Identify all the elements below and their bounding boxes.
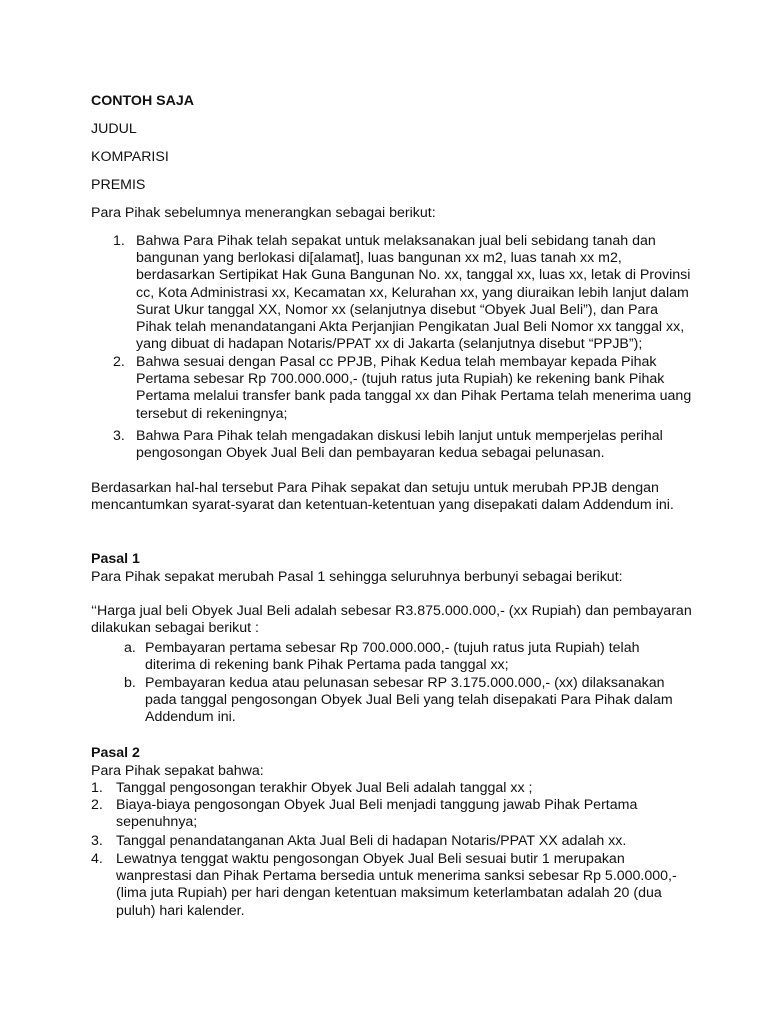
list-item-line: Bahwa Para Pihak telah sepakat untuk melaksanakan jual beli sebidang tanah dan <box>136 233 656 249</box>
list-item-line: sepenuhnya; <box>116 814 198 831</box>
list-item <box>116 833 626 850</box>
list-item <box>136 428 663 462</box>
list-item-line: Pertama sebesar Rp 700.000.000,- (tujuh ratus juta Rupiah) ke rekening bank Pihak <box>136 371 665 388</box>
pasal-2-heading: Pasal 2 <box>91 745 140 761</box>
list-item-line: berdasarkan Sertipikat Hak Guna Bangunan No. xx, tanggal xx, luas xx, letak di Provinsi <box>136 267 691 284</box>
premises-intro: Para Pihak sebelumnya menerangkan sebagai berikut: <box>91 205 436 221</box>
paragraph-line: mencantumkan syarat-syarat dan ketentuan-ketentuan yang disepakati dalam Addendum ini. <box>91 497 674 514</box>
list-item-line: Lewatnya tenggat waktu pengosongan Obyek Jual Beli sesuai butir 1 merupakan <box>116 851 625 867</box>
list-item-number: 2. <box>91 797 103 813</box>
list-item-line: pada tanggal pengosongan Obyek Jual Beli yang telah disepakati Para Pihak dalam <box>145 692 673 709</box>
pasal-1-quote <box>91 603 692 637</box>
paragraph-line: ‘‘Harga jual beli Obyek Jual Beli adalah sebesar R3.875.000.000,- (xx Rupiah) dan pembayaran <box>91 603 692 619</box>
list-item <box>116 797 637 831</box>
list-item-line: wanprestasi dan Pihak Pertama bersedia untuk menerima sanksi sebesar Rp 5.000.000,- <box>116 868 677 885</box>
paragraph-line: dilakukan sebagai berikut : <box>91 620 259 637</box>
list-item-number: 1. <box>91 780 103 796</box>
list-item-line: Bahwa sesuai dengan Pasal cc PPJB, Pihak Kedua telah membayar kepada Pihak <box>136 354 657 370</box>
list-item <box>116 851 677 920</box>
section-judul: JUDUL <box>91 121 137 137</box>
list-item-line: Tanggal penandatanganan Akta Jual Beli di hadapan Notaris/PPAT XX adalah xx. <box>116 833 627 849</box>
list-item-line: bangunan yang berlokasi di[alamat], luas bangunan xx m2, luas tanah xx m2, <box>136 250 622 267</box>
section-komparisi: KOMPARISI <box>91 149 169 165</box>
list-item-number: 4. <box>91 851 103 867</box>
list-item-line: Pihak telah menandatangani Akta Perjanjian Pengikatan Jual Beli Nomor xx tanggal xx, <box>136 319 685 336</box>
list-item-line: Pertama melalui transfer bank pada tanggal xx dan Pihak Pertama telah menerima uang <box>136 388 692 405</box>
section-premis: PREMIS <box>91 177 146 193</box>
agreement-paragraph <box>91 480 674 514</box>
list-item-number: b. <box>124 675 136 691</box>
list-item-line: Pembayaran kedua atau pelunasan sebesar RP 3.175.000.000,- (xx) dilaksanakan <box>145 675 665 691</box>
list-item-line: Pembayaran pertama sebesar Rp 700.000.000,- (tujuh ratus juta Rupiah) telah <box>145 640 640 656</box>
list-item-line: puluh) hari kalender. <box>116 902 245 919</box>
list-item-number: 2. <box>113 354 125 370</box>
list-item-number: a. <box>124 640 136 656</box>
list-item-line: (lima juta Rupiah) per hari dengan ketentuan maksimum keterlambatan adalah 20 (dua <box>116 885 662 902</box>
document-title: CONTOH SAJA <box>91 93 195 109</box>
list-item-line: cc, Kota Administrasi xx, Kecamatan xx, Kelurahan xx, yang diuraikan lebih lanjut dalam <box>136 284 689 301</box>
list-item-line: Biaya-biaya pengosongan Obyek Jual Beli menjadi tanggung jawab Pihak Pertama <box>116 797 638 813</box>
list-item-line: diterima di rekening bank Pihak Pertama pada tanggal xx; <box>145 657 509 674</box>
list-item-line: Surat Ukur tanggal XX, Nomor xx (selanjutnya disebut “Obyek Jual Beli”), dan Para <box>136 301 659 318</box>
list-item-number: 3. <box>113 428 125 444</box>
list-item <box>145 640 640 674</box>
list-item <box>145 675 673 727</box>
list-item-line: yang dibuat di hadapan Notaris/PPAT xx di Jakarta (selanjutnya disebut “PPJB”); <box>136 336 643 353</box>
list-item-line: tersebut di rekeningnya; <box>136 405 288 422</box>
paragraph-line: Berdasarkan hal-hal tersebut Para Pihak sepakat dan setuju untuk merubah PPJB dengan <box>91 480 659 496</box>
list-item-line: Bahwa Para Pihak telah mengadakan diskusi lebih lanjut untuk memperjelas perihal <box>136 428 663 444</box>
list-item-number: 3. <box>91 833 103 849</box>
list-item-line: pengosongan Obyek Jual Beli dan pembayaran kedua sebagai pelunasan. <box>136 445 605 462</box>
list-item <box>116 780 532 797</box>
pasal-2-intro: Para Pihak sepakat bahwa: <box>91 763 264 779</box>
list-item-line: Addendum ini. <box>145 709 236 726</box>
list-item <box>136 233 690 353</box>
list-item <box>136 354 691 423</box>
list-item-number: 1. <box>113 233 125 249</box>
pasal-1-heading: Pasal 1 <box>91 551 140 567</box>
list-item-line: Tanggal pengosongan terakhir Obyek Jual Beli adalah tanggal xx ; <box>116 780 533 796</box>
pasal-1-intro: Para Pihak sepakat merubah Pasal 1 sehingga seluruhnya berbunyi sebagai berikut: <box>91 569 623 585</box>
